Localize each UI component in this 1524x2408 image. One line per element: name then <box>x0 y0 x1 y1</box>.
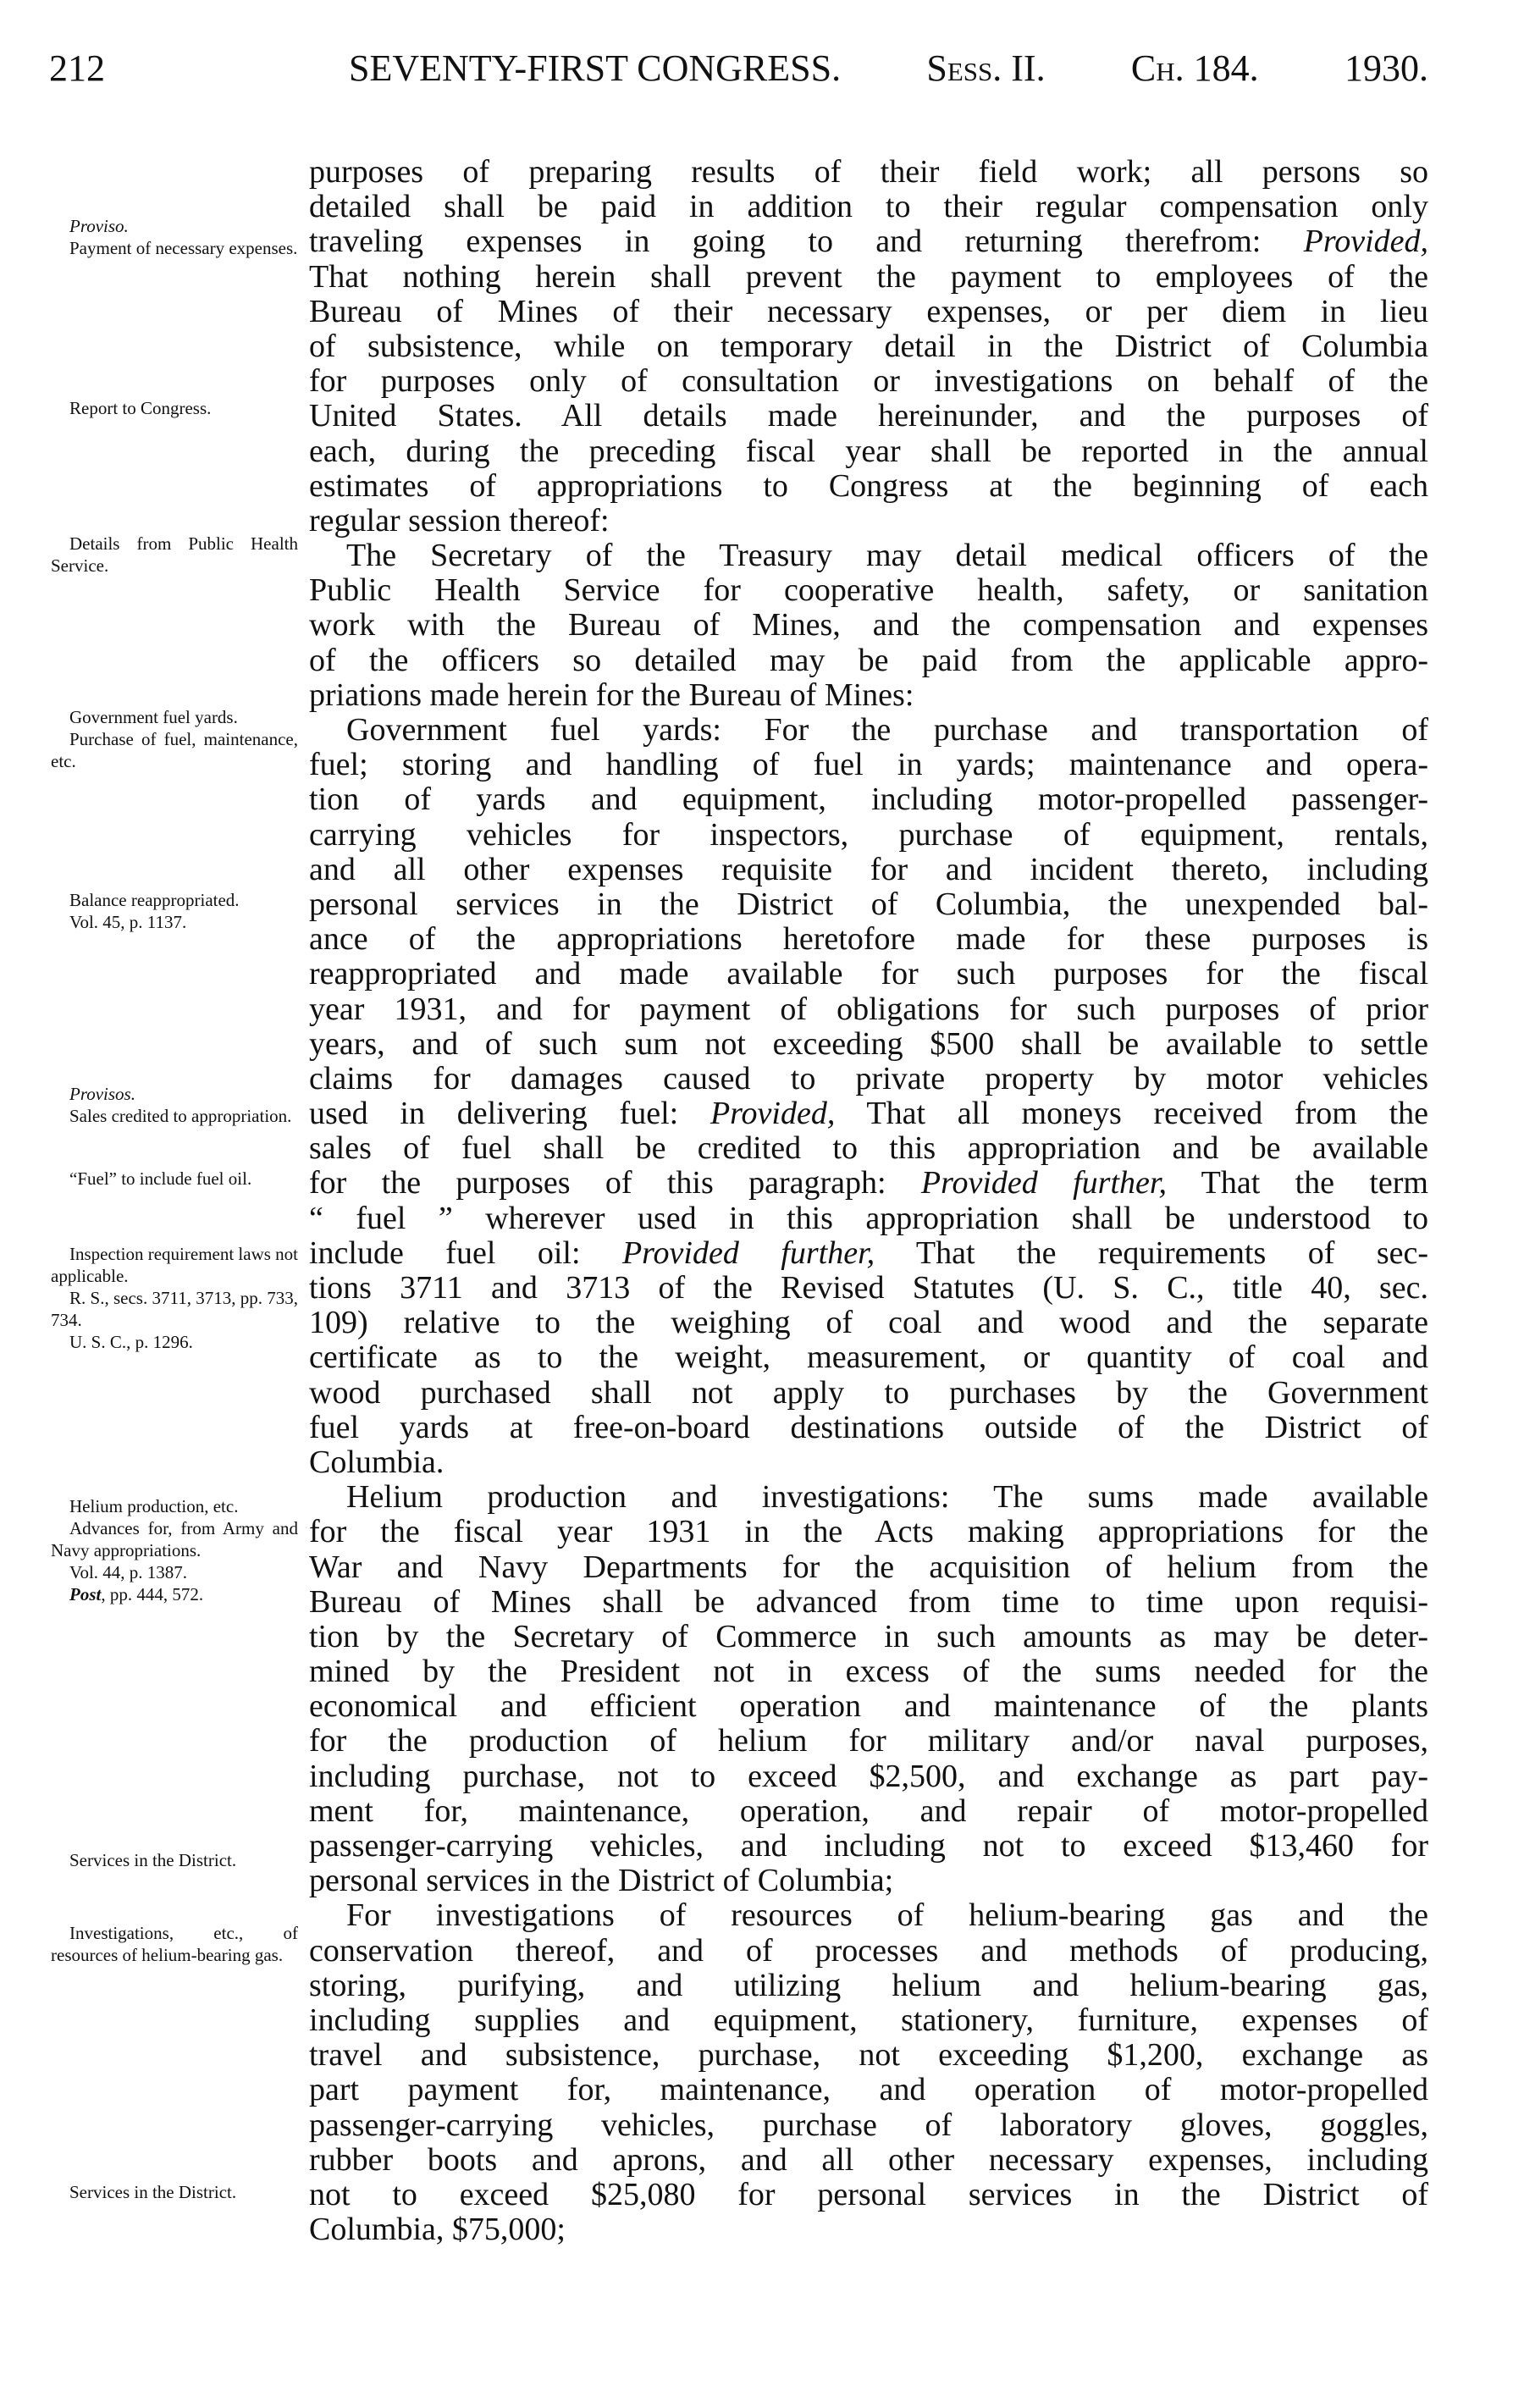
text-segment: each, during the preceding fiscal year shall be reported in the annual <box>309 433 1428 469</box>
margin-note-text: Advances for, from Army and Navy appropriations. <box>51 1518 298 1560</box>
text-line <box>309 678 1428 713</box>
text-segment: For investigations of resources of helium-bearing gas and the <box>346 1897 1428 1934</box>
margin-note <box>51 1083 298 1127</box>
margin-note-proviso-label: Proviso. <box>69 216 129 236</box>
text-line <box>309 295 1428 329</box>
margin-note <box>51 1495 298 1605</box>
text-line <box>309 364 1428 399</box>
text-segment: Columbia. <box>309 1444 444 1480</box>
text-line <box>309 957 1428 991</box>
text-line <box>309 329 1428 364</box>
text-segment: conservation thereof, and of processes and methods of producing, <box>309 1932 1428 1969</box>
text-line <box>309 434 1428 469</box>
text-segment: ance of the appropriations heretofore made for these purposes is <box>309 921 1428 958</box>
text-segment: detailed shall be paid in addition to their regular compensation only <box>309 189 1428 225</box>
text-segment: work with the Bureau of Mines, and the compensation and expenses <box>309 607 1428 643</box>
text-segment: of subsistence, while on temporary detail in the District of Columbia <box>309 328 1428 364</box>
margin-note-proviso-label: Provisos. <box>69 1084 135 1104</box>
text-line <box>309 2038 1428 2073</box>
text-line <box>309 1411 1428 1445</box>
chapter: Ch. 184. <box>1130 47 1259 89</box>
text-line <box>309 2108 1428 2143</box>
text-segment: mined by the President not in excess of the sums needed for the <box>309 1654 1428 1690</box>
text-line <box>309 1829 1428 1864</box>
margin-note <box>51 1922 298 1966</box>
text-line <box>309 1864 1428 1898</box>
text-line <box>309 224 1428 259</box>
text-line <box>309 260 1428 295</box>
text-line <box>309 1271 1428 1306</box>
text-line <box>309 1306 1428 1340</box>
margin-note-text: Investigations, etc., of resources of helium-bearing gas. <box>51 1923 298 1965</box>
text-segment: for the purposes of this paragraph: <box>309 1165 921 1201</box>
text-line <box>309 1236 1428 1271</box>
text-line <box>309 1620 1428 1654</box>
margin-note-text: Vol. 45, p. 1137. <box>69 912 187 932</box>
text-segment: years, and of such sum not exceeding $500 shall be available to settle <box>309 1025 1428 1062</box>
text-line <box>309 1062 1428 1096</box>
text-line <box>309 1969 1428 2003</box>
session: Sess. II. <box>926 47 1046 89</box>
text-segment: of the officers so detailed may be paid from the applicable appro- <box>309 642 1428 678</box>
margin-note <box>51 2181 298 2203</box>
text-segment: rubber boots and aprons, and all other necessary expenses, including <box>309 2141 1428 2178</box>
text-line <box>309 1724 1428 1759</box>
text-segment: certificate as to the weight, measurement, or quantity of coal and <box>309 1339 1428 1376</box>
text-segment: “ fuel ” wherever used in this appropriation shall be understood to <box>309 1200 1428 1236</box>
margin-note <box>51 1849 298 1871</box>
text-line <box>309 1794 1428 1829</box>
text-line <box>309 1759 1428 1794</box>
text-segment: wood purchased shall not apply to purchases by the Government <box>309 1374 1428 1411</box>
text-segment: purposes of preparing results of their field work; all persons so <box>309 154 1428 190</box>
text-segment: economical and efficient operation and maintenance of the plants <box>309 1688 1428 1725</box>
text-segment: carrying vehicles for inspectors, purchase of equipment, rentals, <box>309 816 1428 853</box>
text-segment: including purchase, not to exceed $2,500, and exchange as part pay- <box>309 1758 1428 1794</box>
italic-proviso: Provided further, <box>920 1165 1167 1201</box>
text-line <box>309 853 1428 887</box>
text-segment: include fuel oil: <box>309 1234 622 1271</box>
text-line <box>309 1027 1428 1062</box>
text-line <box>309 992 1428 1027</box>
text-segment: fuel; storing and handling of fuel in yards; maintenance and opera- <box>309 747 1428 783</box>
text-segment: United States. All details made hereinunder, and the purposes of <box>309 398 1428 434</box>
text-segment: personal services in the District of Columbia; <box>309 1863 894 1899</box>
margin-note <box>51 533 298 577</box>
text-segment: for purposes only of consultation or investigations on behalf of the <box>309 363 1428 400</box>
text-line <box>309 1201 1428 1236</box>
text-segment: passenger-carrying vehicles, and including not to exceed $13,460 for <box>309 1828 1428 1864</box>
text-line <box>309 713 1428 748</box>
text-line <box>309 1585 1428 1620</box>
congress-title: SEVENTY-FIRST CONGRESS. <box>349 47 842 89</box>
text-segment: Columbia, $75,000; <box>309 2212 566 2248</box>
text-segment: sales of fuel shall be credited to this appropriation and be available <box>309 1130 1428 1167</box>
text-line <box>309 1480 1428 1515</box>
text-line <box>309 748 1428 782</box>
page-number: 212 <box>49 47 105 89</box>
margin-note <box>51 1168 298 1190</box>
text-line <box>309 1654 1428 1689</box>
margin-note <box>51 889 298 933</box>
text-line <box>309 2073 1428 2107</box>
text-segment: That the term <box>1166 1165 1428 1201</box>
text-segment: year 1931, and for payment of obligations for such purposes of prior <box>309 991 1428 1027</box>
text-line <box>309 573 1428 608</box>
italic-proviso: Provided further, <box>621 1234 875 1271</box>
margin-note-text: Government fuel yards. <box>69 707 238 727</box>
text-segment: regular session thereof: <box>309 502 610 538</box>
text-line <box>309 643 1428 678</box>
margin-note-text: Inspection requirement laws not applicable. <box>51 1244 299 1286</box>
text-segment: tion of yards and equipment, including motor-propelled passenger- <box>309 781 1428 818</box>
statute-body <box>309 155 1428 2247</box>
margin-note-text: Vol. 44, p. 1387. <box>69 1562 188 1582</box>
text-segment: estimates of appropriations to Congress at the beginning of each <box>309 467 1428 504</box>
text-line <box>309 2178 1428 2212</box>
text-line <box>309 538 1428 573</box>
text-segment: 109) relative to the weighing of coal and wood and the separate <box>309 1305 1428 1341</box>
text-segment: for the production of helium for military and/or naval purposes, <box>309 1723 1428 1759</box>
margin-note-text: Purchase of fuel, maintenance, etc. <box>51 729 298 771</box>
text-line <box>309 1445 1428 1480</box>
text-line <box>309 190 1428 224</box>
text-line <box>309 2143 1428 2178</box>
text-segment: That all moneys received from the <box>835 1096 1428 1132</box>
text-line <box>309 922 1428 957</box>
margin-note <box>51 215 298 259</box>
text-segment: part payment for, maintenance, and operation of motor-propelled <box>309 2072 1428 2108</box>
text-segment: and all other expenses requisite for and incident thereto, including <box>309 851 1428 887</box>
year: 1930. <box>1344 47 1428 89</box>
text-line <box>309 2003 1428 2038</box>
text-segment: ment for, maintenance, operation, and repair of motor-propelled <box>309 1792 1428 1829</box>
margin-note-text: Services in the District. <box>69 2182 237 2202</box>
text-segment: Government fuel yards: For the purchase and transportation of <box>346 712 1428 748</box>
text-segment: storing, purifying, and utilizing helium and helium-bearing gas, <box>309 1967 1428 2003</box>
text-segment: for the fiscal year 1931 in the Acts making appropriations for the <box>309 1514 1428 1550</box>
text-segment: War and Navy Departments for the acquisition of helium from the <box>309 1549 1428 1585</box>
text-segment: traveling expenses in going to and returning therefrom: <box>309 224 1304 260</box>
text-line <box>309 1515 1428 1549</box>
text-segment: including supplies and equipment, stationery, furniture, expenses of <box>309 2002 1428 2038</box>
text-segment: tions 3711 and 3713 of the Revised Statutes (U. S. C., title 40, sec. <box>309 1270 1428 1306</box>
text-segment: Helium production and investigations: The sums made available <box>346 1479 1428 1516</box>
post-pages: , pp. 444, 572. <box>101 1584 204 1604</box>
text-segment: That nothing herein shall prevent the payment to employees of the <box>309 258 1428 295</box>
margin-note-text: Balance reappropriated. <box>69 890 240 910</box>
text-line <box>309 1096 1428 1131</box>
text-line <box>309 1550 1428 1585</box>
margin-note-text: “Fuel” to include fuel oil. <box>69 1168 252 1189</box>
text-line <box>309 887 1428 922</box>
margin-note <box>51 397 298 419</box>
text-segment: not to exceed $25,080 for personal services in the District of <box>309 2176 1428 2212</box>
margin-note-text: R. S., secs. 3711, 3713, pp. 733, 734. <box>51 1288 298 1330</box>
text-line <box>309 469 1428 504</box>
margin-note-text: Services in the District. <box>69 1850 237 1870</box>
text-segment: Public Health Service for cooperative health, safety, or sanitation <box>309 572 1428 609</box>
italic-proviso: Provided, <box>710 1096 836 1132</box>
text-line <box>309 504 1428 538</box>
text-line <box>309 818 1428 853</box>
text-line <box>309 155 1428 190</box>
text-line <box>309 1898 1428 1933</box>
margin-note-text: Report to Congress. <box>69 398 212 418</box>
text-line <box>309 1934 1428 1969</box>
margin-note-text: Helium production, etc. <box>69 1496 239 1516</box>
italic-proviso: Provided, <box>1303 224 1428 260</box>
text-segment: claims for damages caused to private property by motor vehicles <box>309 1060 1428 1096</box>
margin-note <box>51 706 298 772</box>
text-segment: Bureau of Mines of their necessary expenses, or per diem in lieu <box>309 293 1428 329</box>
post-label: Post <box>69 1584 102 1604</box>
text-line <box>309 1340 1428 1375</box>
margin-note-text: Payment of necessary expenses. <box>69 238 298 258</box>
text-line <box>309 1166 1428 1201</box>
margin-note-text: Details from Public Health Service. <box>51 533 298 576</box>
text-segment: used in delivering fuel: <box>309 1096 710 1132</box>
text-segment: personal services in the District of Columbia, the unexpended bal- <box>309 886 1428 922</box>
text-line <box>309 399 1428 434</box>
margin-note-text: U. S. C., p. 1296. <box>69 1332 193 1352</box>
text-line <box>309 2212 1428 2247</box>
text-segment: travel and subsistence, purchase, not exceeding $1,200, exchange as <box>309 2037 1428 2074</box>
text-segment: fuel yards at free-on-board destinations outside of the District of <box>309 1409 1428 1445</box>
text-segment: That the requirements of sec- <box>875 1234 1428 1271</box>
margin-note-post-ref <box>51 1583 298 1605</box>
text-line <box>309 782 1428 817</box>
text-line <box>309 1376 1428 1411</box>
text-line <box>309 1131 1428 1166</box>
margin-note <box>51 1243 298 1353</box>
margin-note-text: Sales credited to appropriation. <box>69 1106 292 1126</box>
text-line <box>309 1689 1428 1724</box>
text-segment: reappropriated and made available for such purposes for the fiscal <box>309 956 1428 992</box>
text-segment: passenger-carrying vehicles, purchase of laboratory gloves, goggles, <box>309 2107 1428 2143</box>
text-segment: The Secretary of the Treasury may detail medical officers of the <box>346 538 1428 574</box>
running-head <box>349 47 1428 90</box>
text-segment: tion by the Secretary of Commerce in such amounts as may be deter- <box>309 1618 1428 1654</box>
text-segment: Bureau of Mines shall be advanced from time to time upon requisi- <box>309 1583 1428 1620</box>
text-line <box>309 608 1428 643</box>
text-segment: priations made herein for the Bureau of Mines: <box>309 677 914 713</box>
